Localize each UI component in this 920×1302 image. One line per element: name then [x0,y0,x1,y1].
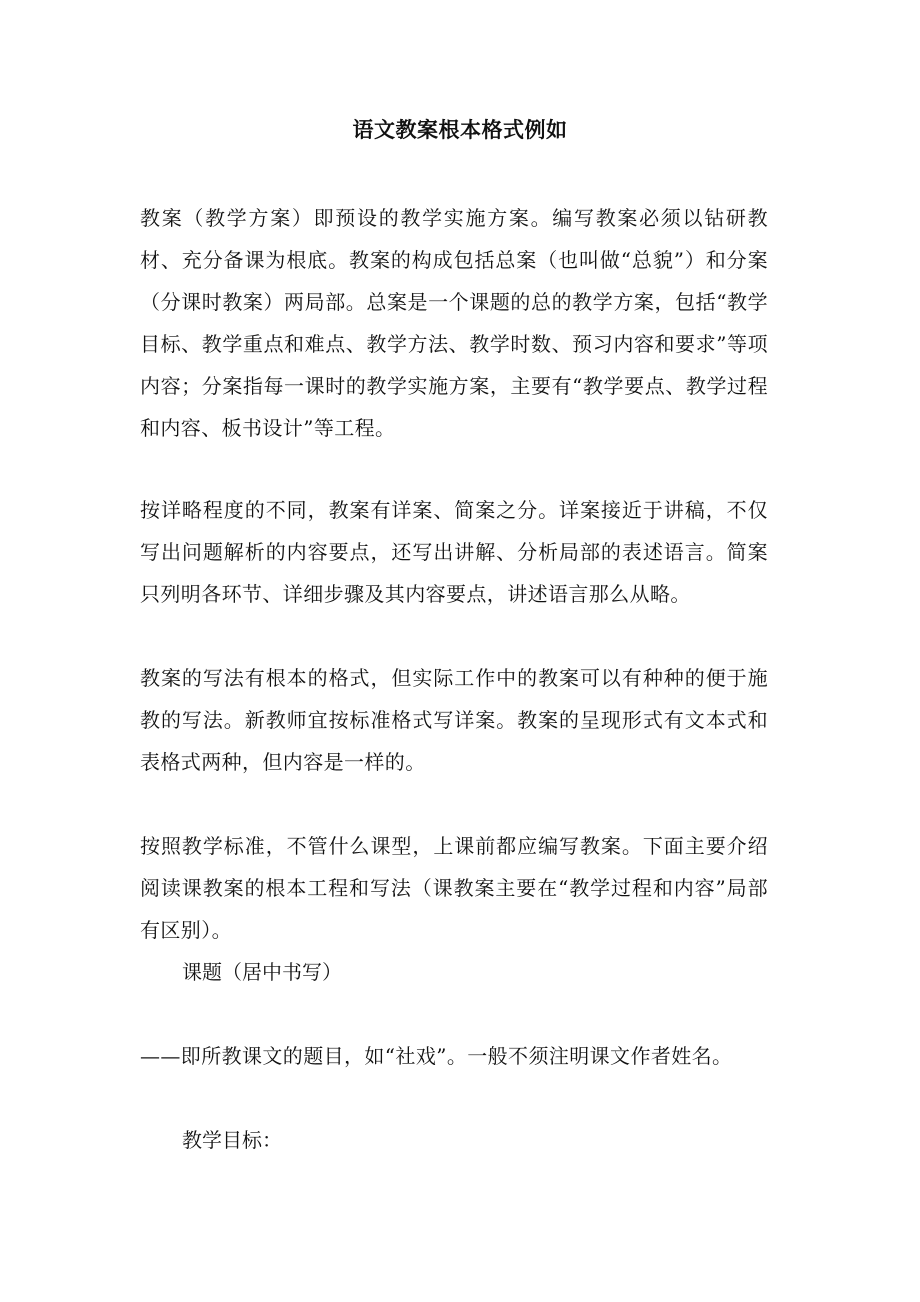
heading-objectives: 教学目标： [182,1128,282,1152]
heading-topic: 课题（居中书写） [182,960,342,984]
paragraph-topic-note: ——即所教课文的题目，如“社戏”。一般不须注明课文作者姓名。 [140,1044,733,1068]
paragraph-format: 教案的写法有根本的格式，但实际工作中的教案可以有种种的便于施教的写法。新教师宜按标准格式写详案。教案的呈现形式有文本式和表格式两种，但内容是一样的。 [140,666,768,774]
document-title: 语文教案根本格式例如 [352,117,568,142]
paragraph-detail-levels: 按详略程度的不同，教案有详案、简案之分。详案接近于讲稿，不仅写出问题解析的内容要点，还写出讲解、分析局部的表述语言。简案只列明各环节、详细步骤及其内容要点，讲述语言那么从略。 [140,498,768,606]
paragraph-standard: 按照教学标准，不管什么课型，上课前都应编写教案。下面主要介绍阅读课教案的根本工程和写法（课教案主要在“教学过程和内容”局部有区别）。 [140,834,768,942]
paragraph-intro: 教案（教学方案）即预设的教学实施方案。编写教案必须以钻研教材、充分备课为根底。教案的构成包括总案（也叫做“总貌”）和分案（分课时教案）两局部。总案是一个课题的总的教学方案，包括“教学目标、教学重点和难点、教学方法、教学时数、预习内容和要求”等项内容；分案指每一课时的教学实施方案，主要有“教学要点、教学过程和内容、板书设计”等工程。 [140,206,768,440]
